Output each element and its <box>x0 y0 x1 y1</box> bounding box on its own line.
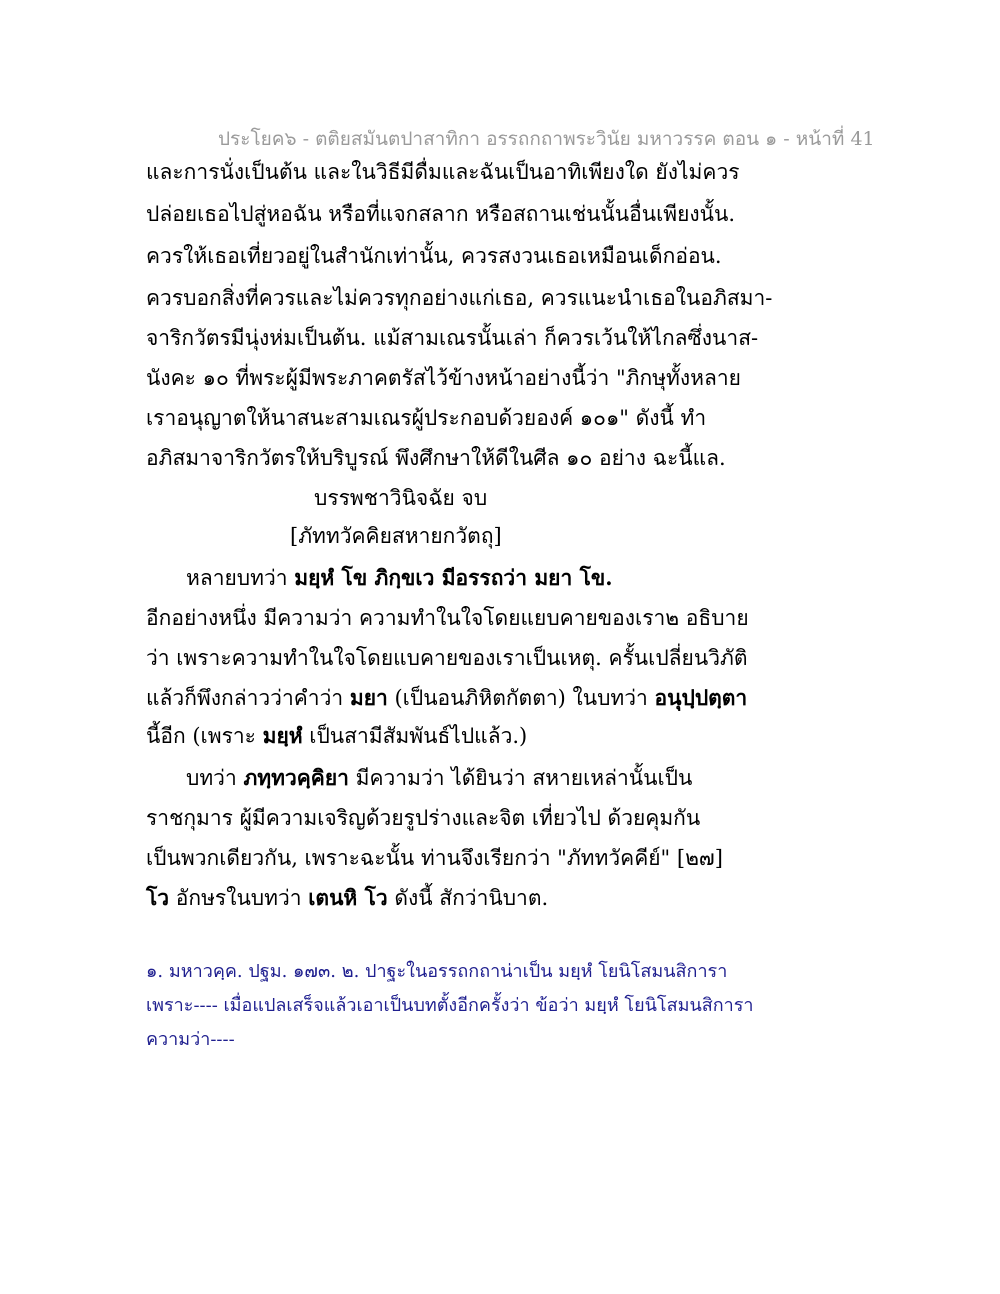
pali-term: อนุปฺปตฺตา <box>654 685 748 710</box>
text-run: หลายบทว่า <box>186 566 295 590</box>
paragraph-line: เป็นพวกเดียวกัน, เพราะฉะนั้น ท่านจึงเรียกว่า "ภัททวัคคีย์" [๒๗] <box>146 846 723 870</box>
body-line: ปล่อยเธอไปสู่หอฉัน หรือที่แจกสลาก หรือสถานเช่นนั้นอื่นเพียงนั้น. <box>146 202 736 226</box>
text-run-bold: มีอรรถว่า <box>434 565 535 590</box>
body-line: จาริกวัตรมีนุ่งห่มเป็นต้น. แม้สามเณรนั้นเล่า ก็ควรเว้นให้ไกลซึ่งนาส- <box>146 326 759 350</box>
page-header: ประโยค๖ - ตติยสมันตปาสาทิกา อรรถกถาพระวินัย มหาวรรค ตอน ๑ - หน้าที่ 41 <box>218 128 875 150</box>
text-run: บทว่า <box>186 766 244 790</box>
paragraph-line <box>146 722 527 750</box>
paragraph-line: ราชกุมาร ผู้มีความเจริญด้วยรูปร่างและจิต เที่ยวไป ด้วยคุมกัน <box>146 806 701 830</box>
pali-term: มยา <box>349 685 388 710</box>
paragraph-line <box>186 564 613 592</box>
section-end-heading: บรรพชาวินิจฉัย จบ <box>314 486 488 510</box>
paragraph-line <box>186 764 692 792</box>
pali-term: โว <box>146 885 170 910</box>
section-title: [ภัททวัคคิยสหายกวัตถุ] <box>290 524 502 548</box>
footnote-line: ๑. มหาวคฺค. ปฐม. ๑๗๓. ๒. ปาฐะในอรรถกถาน่าเป็น มยฺหํ โยนิโสมนสิการา <box>146 961 728 982</box>
text-run: อักษรในบทว่า <box>169 886 309 910</box>
body-line: เราอนุญาตให้นาสนะสามเณรผู้ประกอบด้วยองค์ ๑๐๑" ดังนี้ ทำ <box>146 406 707 430</box>
paragraph-line <box>146 684 747 712</box>
paragraph-line <box>146 884 548 912</box>
footnote-line: ความว่า---- <box>146 1029 235 1050</box>
text-run: เป็นสามีสัมพันธ์ไปแล้ว.) <box>302 724 528 748</box>
paragraph-line: ว่า เพราะความทำในใจโดยแบคายของเราเป็นเหตุ. ครั้นเปลี่ยนวิภัติ <box>146 646 748 670</box>
text-run: (เป็นอนภิหิตกัตตา) ในบทว่า <box>387 686 655 710</box>
pali-term: มยา โข. <box>534 565 613 590</box>
body-line: นังคะ ๑๐ ที่พระผู้มีพระภาคตรัสไว้ข้างหน้าอย่างนี้ว่า "ภิกษุทั้งหลาย <box>146 366 741 390</box>
footnote-line: เพราะ---- เมื่อแปลเสร็จแล้วเอาเป็นบทตั้งอีกครั้งว่า ข้อว่า มยฺหํ โยนิโสมนสิการา <box>146 995 754 1016</box>
text-run: ดังนี้ สักว่านิบาต. <box>387 886 549 910</box>
text-run: แล้วก็พึงกล่าวว่าคำว่า <box>146 686 350 710</box>
body-line: ควรบอกสิ่งที่ควรและไม่ควรทุกอย่างแก่เธอ, ควรแนะนำเธอในอภิสมา- <box>146 286 773 310</box>
pali-term: ภทฺทวคฺคิยา <box>243 765 349 790</box>
pali-term: มยฺหํ โข ภิกฺขเว <box>294 565 435 590</box>
text-run: มีความว่า ได้ยินว่า สหายเหล่านั้นเป็น <box>348 766 693 790</box>
body-line: และการนั่งเป็นต้น และในวิธีมีดื่มและฉันเป็นอาทิเพียงใด ยังไม่ควร <box>146 160 740 184</box>
pali-term: มยฺหํ <box>262 723 303 748</box>
paragraph-line: อีกอย่างหนึ่ง มีความว่า ความทำในใจโดยแยบคายของเรา๒ อธิบาย <box>146 606 749 630</box>
pali-term: เตนหิ โว <box>308 885 388 910</box>
body-line: ควรให้เธอเที่ยวอยู่ในสำนักเท่านั้น, ควรสงวนเธอเหมือนเด็กอ่อน. <box>146 244 722 268</box>
body-line: อภิสมาจาริกวัตรให้บริบูรณ์ พึงศึกษาให้ดีในศีล ๑๐ อย่าง ฉะนี้แล. <box>146 446 726 470</box>
text-run: นี้อีก (เพราะ <box>146 724 263 748</box>
